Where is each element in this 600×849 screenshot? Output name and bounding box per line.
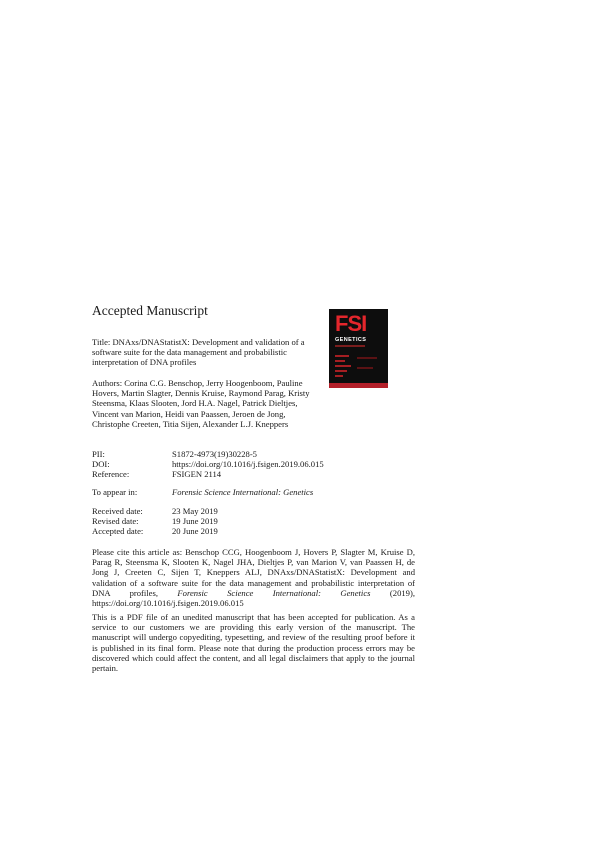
- disclaimer-paragraph: This is a PDF file of an unedited manuscript that has been accepted for publication. As a service to our customers we are providing this early version of the manuscript. The manuscript will undergo copyediting, typesetting, and review of the resulting proof before it is published in its final form. Please note that during the production process errors may be discovered which could affect the content, and all legal disclaimers that apply to the journal pertain.: [92, 612, 415, 674]
- cover-band: [329, 383, 388, 388]
- citation-text: Please cite this article as: Benschop CCG, Hoogenboom J, Hovers P, Slagter M, Kruise D, Parag R, Steensma K, Slooten K, Nagel JHA, Dieltjes P, van Marion V, van Paassen H, de Jong J, Creeten C, Sijen T, Kneppers ALJ, DNAxs/DNAStatistX: Development and validation of a software suite for the data management and probabilistic interpretation of DNA profiles,: [92, 547, 415, 598]
- doi-link[interactable]: https://doi.org/10.1016/j.fsigen.2019.06.015: [172, 459, 324, 470]
- citation-doi: (2019), https://doi.org/10.1016/j.fsigen.2019.06.015: [92, 587, 415, 609]
- revised-date: 19 June 2019: [172, 516, 218, 527]
- citation-journal: Forensic Science International: Genetics: [177, 587, 371, 598]
- reference-label: Reference:: [92, 469, 130, 480]
- received-date: 23 May 2019: [172, 506, 218, 516]
- journal-name: Forensic Science International: Genetics: [172, 487, 314, 497]
- doi-label: DOI:: [92, 459, 110, 470]
- article-authors: Authors: Corina C.G. Benschop, Jerry Hoogenboom, Pauline Hovers, Martin Slagter, Dennis Kruise, Raymond Parag, Kristy Steensma, Klaas Slooten, Jord H.A. Nagel, Patrick Dieltjes, Vincent van Marion, Heidi van Paassen, Jeroen de Jong, Christophe Creeten, Titia Sijen, Alexander L.J. Kneppers: [92, 378, 310, 429]
- journal-cover-image: [329, 309, 388, 388]
- citation-paragraph: [92, 547, 415, 608]
- pii-label: PII:: [92, 449, 105, 459]
- article-title: Title: DNAxs/DNAStatistX: Development and validation of a software suite for the data management and probabilistic interpretation of DNA profiles: [92, 337, 305, 368]
- cover-graphic: [335, 353, 383, 379]
- cover-rule: [335, 345, 365, 347]
- pii-value: S1872-4973(19)30228-5: [172, 449, 257, 459]
- revised-label: Revised date:: [92, 516, 139, 527]
- appear-label: To appear in:: [92, 487, 138, 497]
- page-heading: Accepted Manuscript: [92, 303, 208, 318]
- accepted-label: Accepted date:: [92, 526, 144, 537]
- received-label: Received date:: [92, 506, 143, 516]
- cover-logo: FSI: [335, 311, 367, 336]
- cover-subtitle: GENETICS: [335, 337, 367, 343]
- accepted-date: 20 June 2019: [172, 526, 218, 537]
- reference-value: FSIGEN 2114: [172, 469, 222, 480]
